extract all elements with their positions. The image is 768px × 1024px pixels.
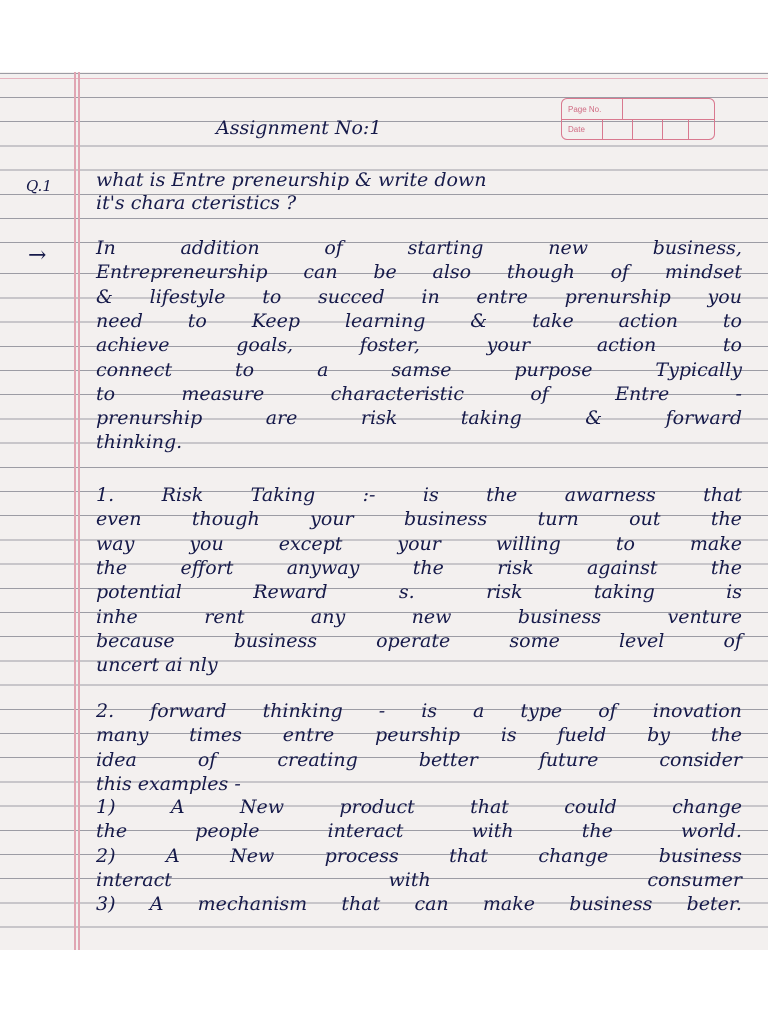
answer-line-3: & lifestyle to succed in entre prenurship you xyxy=(96,285,742,308)
notebook-page xyxy=(0,72,768,950)
forward-thinking-line-3: idea of creating better future consider xyxy=(96,748,742,771)
risk-taking-line-1: 1. Risk Taking :- is the awarness that xyxy=(96,484,742,506)
answer-line-4: need to Keep learning & take action to xyxy=(96,309,742,332)
risk-taking-line-8: uncert ai nly xyxy=(96,654,218,677)
example-line-4: interact with consumer xyxy=(96,868,742,891)
date-row xyxy=(562,119,714,139)
answer-line-1: In addition of starting new business, xyxy=(96,237,742,259)
top-rule xyxy=(0,78,768,79)
question-label: Q.1 xyxy=(26,177,52,195)
forward-thinking-line-2: many times entre peurship is fueld by the xyxy=(96,724,742,747)
margin-line-inner xyxy=(78,72,80,950)
risk-taking-line-4: the effort anyway the risk against the xyxy=(96,556,742,579)
risk-taking-line-3: way you except your willing to make xyxy=(96,532,742,555)
answer-line-5: achieve goals, foster, your action to xyxy=(96,334,742,357)
risk-taking-line-6: inhe rent any new business venture xyxy=(96,605,742,628)
example-line-2: the people interact with the world. xyxy=(96,820,742,843)
answer-arrow: → xyxy=(28,243,47,268)
risk-taking-line-5: potential Reward s. risk taking is xyxy=(96,581,742,604)
risk-taking-line-2: even though your business turn out the xyxy=(96,508,742,531)
page-no-label: Page No. xyxy=(568,105,602,114)
example-line-1: 1) A New product that could change xyxy=(96,796,742,818)
question-line-2: it's chara cteristics ? xyxy=(96,192,297,214)
answer-line-6: connect to a samse purpose Typically xyxy=(96,358,742,381)
answer-line-2: Entrepreneurship can be also though of mindset xyxy=(96,261,742,284)
page-date-box xyxy=(561,98,715,140)
risk-taking-line-7: because business operate some level of xyxy=(96,629,742,652)
page-no-row xyxy=(562,99,714,120)
example-line-3: 2) A New process that change business xyxy=(96,844,742,867)
question-line-1: what is Entre preneurship & write down xyxy=(96,169,487,191)
forward-thinking-line-1: 2. forward thinking - is a type of inovation xyxy=(96,700,742,722)
example-line-5: 3) A mechanism that can make business beter. xyxy=(96,893,742,916)
forward-thinking-line-4: this examples - xyxy=(96,772,241,795)
answer-line-7: to measure characteristic of Entre - xyxy=(96,382,742,405)
answer-line-8: prenurship are risk taking & forward xyxy=(96,407,742,430)
date-label: Date xyxy=(568,125,585,134)
answer-line-9: thinking. xyxy=(96,431,183,454)
margin-line xyxy=(74,72,76,950)
assignment-title: Assignment No:1 xyxy=(216,117,382,139)
